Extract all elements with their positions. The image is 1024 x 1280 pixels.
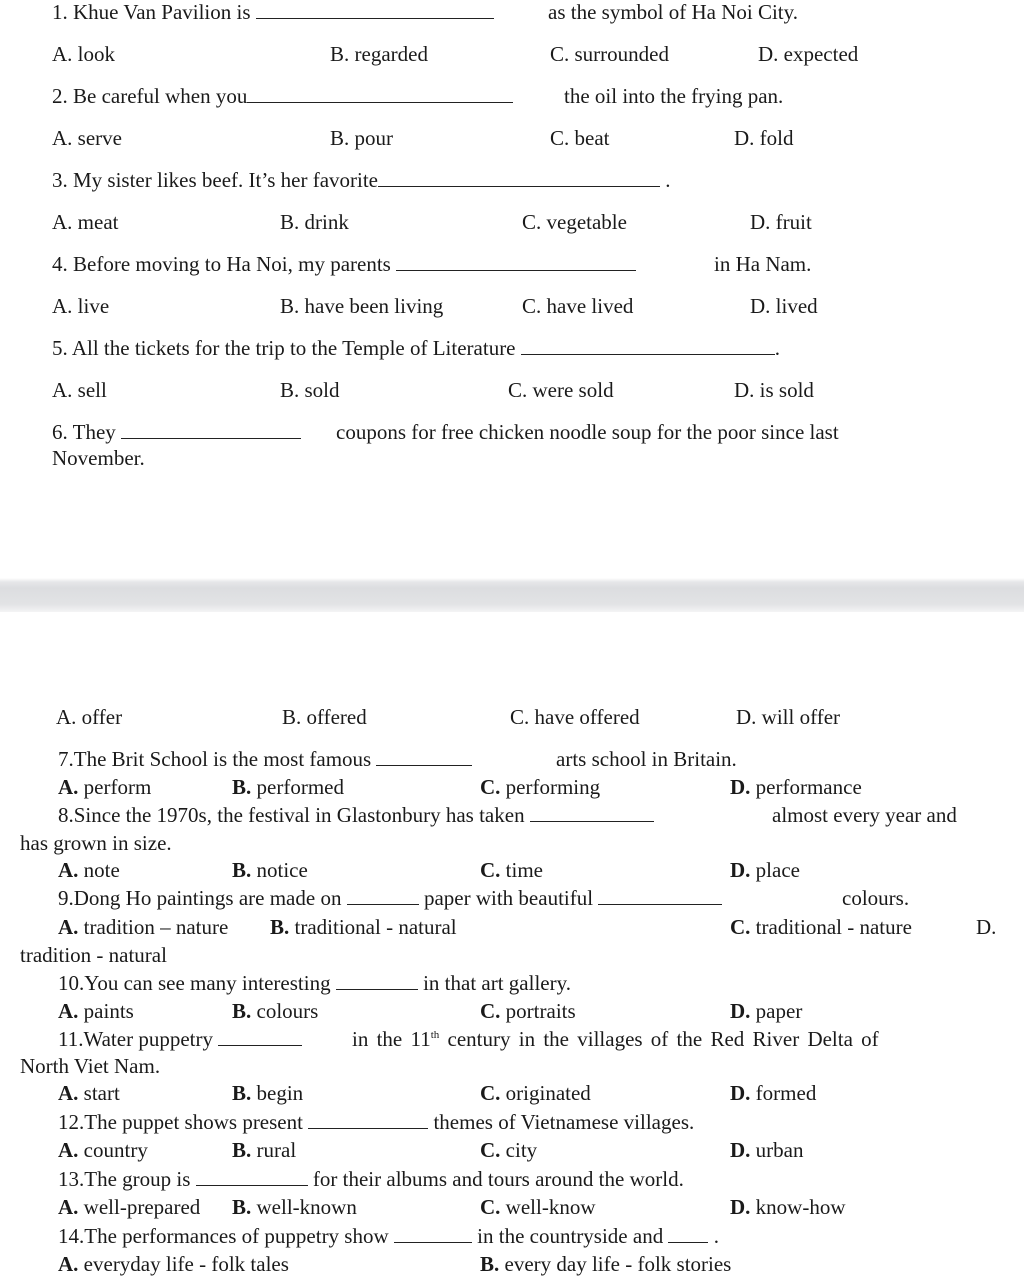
q9-option-c[interactable]: C. traditional - nature bbox=[730, 915, 912, 939]
q10-blank[interactable] bbox=[336, 973, 418, 990]
q2-option-a[interactable]: A. serve bbox=[52, 126, 122, 150]
q12-option-d[interactable]: D. urban bbox=[730, 1138, 804, 1162]
q8-stem-continued: has grown in size. bbox=[20, 831, 172, 855]
q9-blank-2[interactable] bbox=[598, 888, 722, 905]
q9-option-b[interactable]: B. traditional - natural bbox=[270, 915, 457, 939]
q1-option-a[interactable]: A. look bbox=[52, 42, 115, 66]
q13-stem: 13.The group is for their albums and tours around the world. bbox=[58, 1167, 684, 1191]
q7-option-c[interactable]: C. performing bbox=[480, 775, 601, 799]
q4-option-b[interactable]: B. have been living bbox=[280, 294, 444, 318]
q14-blank-2[interactable] bbox=[668, 1226, 708, 1243]
q2-stem: 2. Be careful when you bbox=[52, 84, 513, 108]
q11-option-c[interactable]: C. originated bbox=[480, 1081, 591, 1105]
q9-stem-end: colours. bbox=[842, 886, 910, 910]
q12-stem: 12.The puppet shows present themes of Vietnamese villages. bbox=[58, 1110, 695, 1134]
q9-option-d-label[interactable]: D. bbox=[976, 915, 997, 939]
q8-blank[interactable] bbox=[530, 805, 654, 822]
q6-stem-continued: November. bbox=[52, 446, 145, 470]
q7-stem: 7.The Brit School is the most famous bbox=[58, 747, 472, 771]
q6-option-c[interactable]: C. have offered bbox=[510, 705, 640, 729]
q13-option-b[interactable]: B. well-known bbox=[232, 1195, 357, 1219]
q13-option-c[interactable]: C. well-know bbox=[480, 1195, 596, 1219]
q2-option-c[interactable]: C. beat bbox=[550, 126, 610, 150]
q10-option-d[interactable]: D. paper bbox=[730, 999, 803, 1023]
q4-option-d[interactable]: D. lived bbox=[750, 294, 818, 318]
q3-option-d[interactable]: D. fruit bbox=[750, 210, 812, 234]
q7-option-d[interactable]: D. performance bbox=[730, 775, 862, 799]
q2-option-b[interactable]: B. pour bbox=[330, 126, 393, 150]
q4-stem: 4. Before moving to Ha Noi, my parents bbox=[52, 252, 636, 276]
q5-stem: 5. All the tickets for the trip to the Temple of Literature . bbox=[52, 336, 781, 360]
q12-blank[interactable] bbox=[308, 1112, 428, 1129]
q6-stem: 6. They bbox=[52, 420, 301, 444]
q5-option-c[interactable]: C. were sold bbox=[508, 378, 614, 402]
page-separator bbox=[0, 578, 1024, 612]
q1-option-b[interactable]: B. regarded bbox=[330, 42, 428, 66]
q7-option-b[interactable]: B. performed bbox=[232, 775, 344, 799]
q14-option-b[interactable]: B. every day life - folk stories bbox=[480, 1252, 732, 1276]
q14-blank-1[interactable] bbox=[394, 1226, 472, 1243]
q9-option-a[interactable]: A. tradition – nature bbox=[58, 915, 229, 939]
q2-option-d[interactable]: D. fold bbox=[734, 126, 794, 150]
q14-stem: 14.The performances of puppetry show in the countryside and . bbox=[58, 1224, 719, 1248]
q6-option-a[interactable]: A. offer bbox=[56, 705, 123, 729]
q1-option-d[interactable]: D. expected bbox=[758, 42, 859, 66]
q9-stem: 9.Dong Ho paintings are made on paper with beautiful bbox=[58, 886, 722, 910]
q1-option-c[interactable]: C. surrounded bbox=[550, 42, 669, 66]
q2-stem-end: the oil into the frying pan. bbox=[564, 84, 784, 108]
q8-stem: 8.Since the 1970s, the festival in Glastonbury has taken bbox=[58, 803, 654, 827]
q12-option-b[interactable]: B. rural bbox=[232, 1138, 297, 1162]
q8-option-b[interactable]: B. notice bbox=[232, 858, 308, 882]
q10-option-a[interactable]: A. paints bbox=[58, 999, 134, 1023]
q9-option-d[interactable]: tradition - natural bbox=[20, 943, 167, 967]
q12-option-a[interactable]: A. country bbox=[58, 1138, 148, 1162]
q6-option-b[interactable]: B. offered bbox=[282, 705, 367, 729]
q7-option-a[interactable]: A. perform bbox=[58, 775, 152, 799]
q4-option-c[interactable]: C. have lived bbox=[522, 294, 634, 318]
q13-blank[interactable] bbox=[196, 1169, 308, 1186]
q11-option-b[interactable]: B. begin bbox=[232, 1081, 304, 1105]
q6-stem-end: coupons for free chicken noodle soup for the poor since last bbox=[336, 420, 839, 444]
q9-blank-1[interactable] bbox=[347, 888, 419, 905]
q5-blank[interactable] bbox=[521, 338, 775, 355]
q1-stem: 1. Khue Van Pavilion is bbox=[52, 0, 494, 24]
q11-stem-continued: North Viet Nam. bbox=[20, 1054, 161, 1078]
q8-option-d[interactable]: D. place bbox=[730, 858, 800, 882]
q7-blank[interactable] bbox=[376, 749, 472, 766]
q2-blank[interactable] bbox=[247, 86, 513, 103]
q3-blank[interactable] bbox=[378, 170, 660, 187]
q10-stem: 10.You can see many interesting in that art gallery. bbox=[58, 971, 571, 995]
q11-stem: 11.Water puppetry bbox=[58, 1027, 302, 1051]
q11-option-d[interactable]: D. formed bbox=[730, 1081, 817, 1105]
q1-stem-end: as the symbol of Ha Noi City. bbox=[548, 0, 799, 24]
q12-option-c[interactable]: C. city bbox=[480, 1138, 538, 1162]
q6-blank[interactable] bbox=[121, 422, 301, 439]
q6-option-d[interactable]: D. will offer bbox=[736, 705, 841, 729]
q3-option-b[interactable]: B. drink bbox=[280, 210, 349, 234]
q11-option-a[interactable]: A. start bbox=[58, 1081, 120, 1105]
q8-stem-end: almost every year and bbox=[772, 803, 957, 827]
q5-option-b[interactable]: B. sold bbox=[280, 378, 340, 402]
q4-stem-end: in Ha Nam. bbox=[714, 252, 812, 276]
q1-blank[interactable] bbox=[256, 2, 494, 19]
q3-stem: 3. My sister likes beef. It’s her favorite . bbox=[52, 168, 671, 192]
q7-stem-end: arts school in Britain. bbox=[556, 747, 737, 771]
q13-option-d[interactable]: D. know-how bbox=[730, 1195, 846, 1219]
q8-option-a[interactable]: A. note bbox=[58, 858, 120, 882]
q13-option-a[interactable]: A. well-prepared bbox=[58, 1195, 201, 1219]
q4-option-a[interactable]: A. live bbox=[52, 294, 110, 318]
q10-option-b[interactable]: B. colours bbox=[232, 999, 319, 1023]
q3-option-c[interactable]: C. vegetable bbox=[522, 210, 627, 234]
q3-option-a[interactable]: A. meat bbox=[52, 210, 119, 234]
q10-option-c[interactable]: C. portraits bbox=[480, 999, 576, 1023]
q8-option-c[interactable]: C. time bbox=[480, 858, 543, 882]
q11-stem-mid: in the 11th century in the villages of the Red River Delta of bbox=[352, 1027, 879, 1051]
q4-blank[interactable] bbox=[396, 254, 636, 271]
q14-option-a[interactable]: A. everyday life - folk tales bbox=[58, 1252, 289, 1276]
q5-option-a[interactable]: A. sell bbox=[52, 378, 107, 402]
q11-blank[interactable] bbox=[218, 1029, 302, 1046]
q5-option-d[interactable]: D. is sold bbox=[734, 378, 814, 402]
